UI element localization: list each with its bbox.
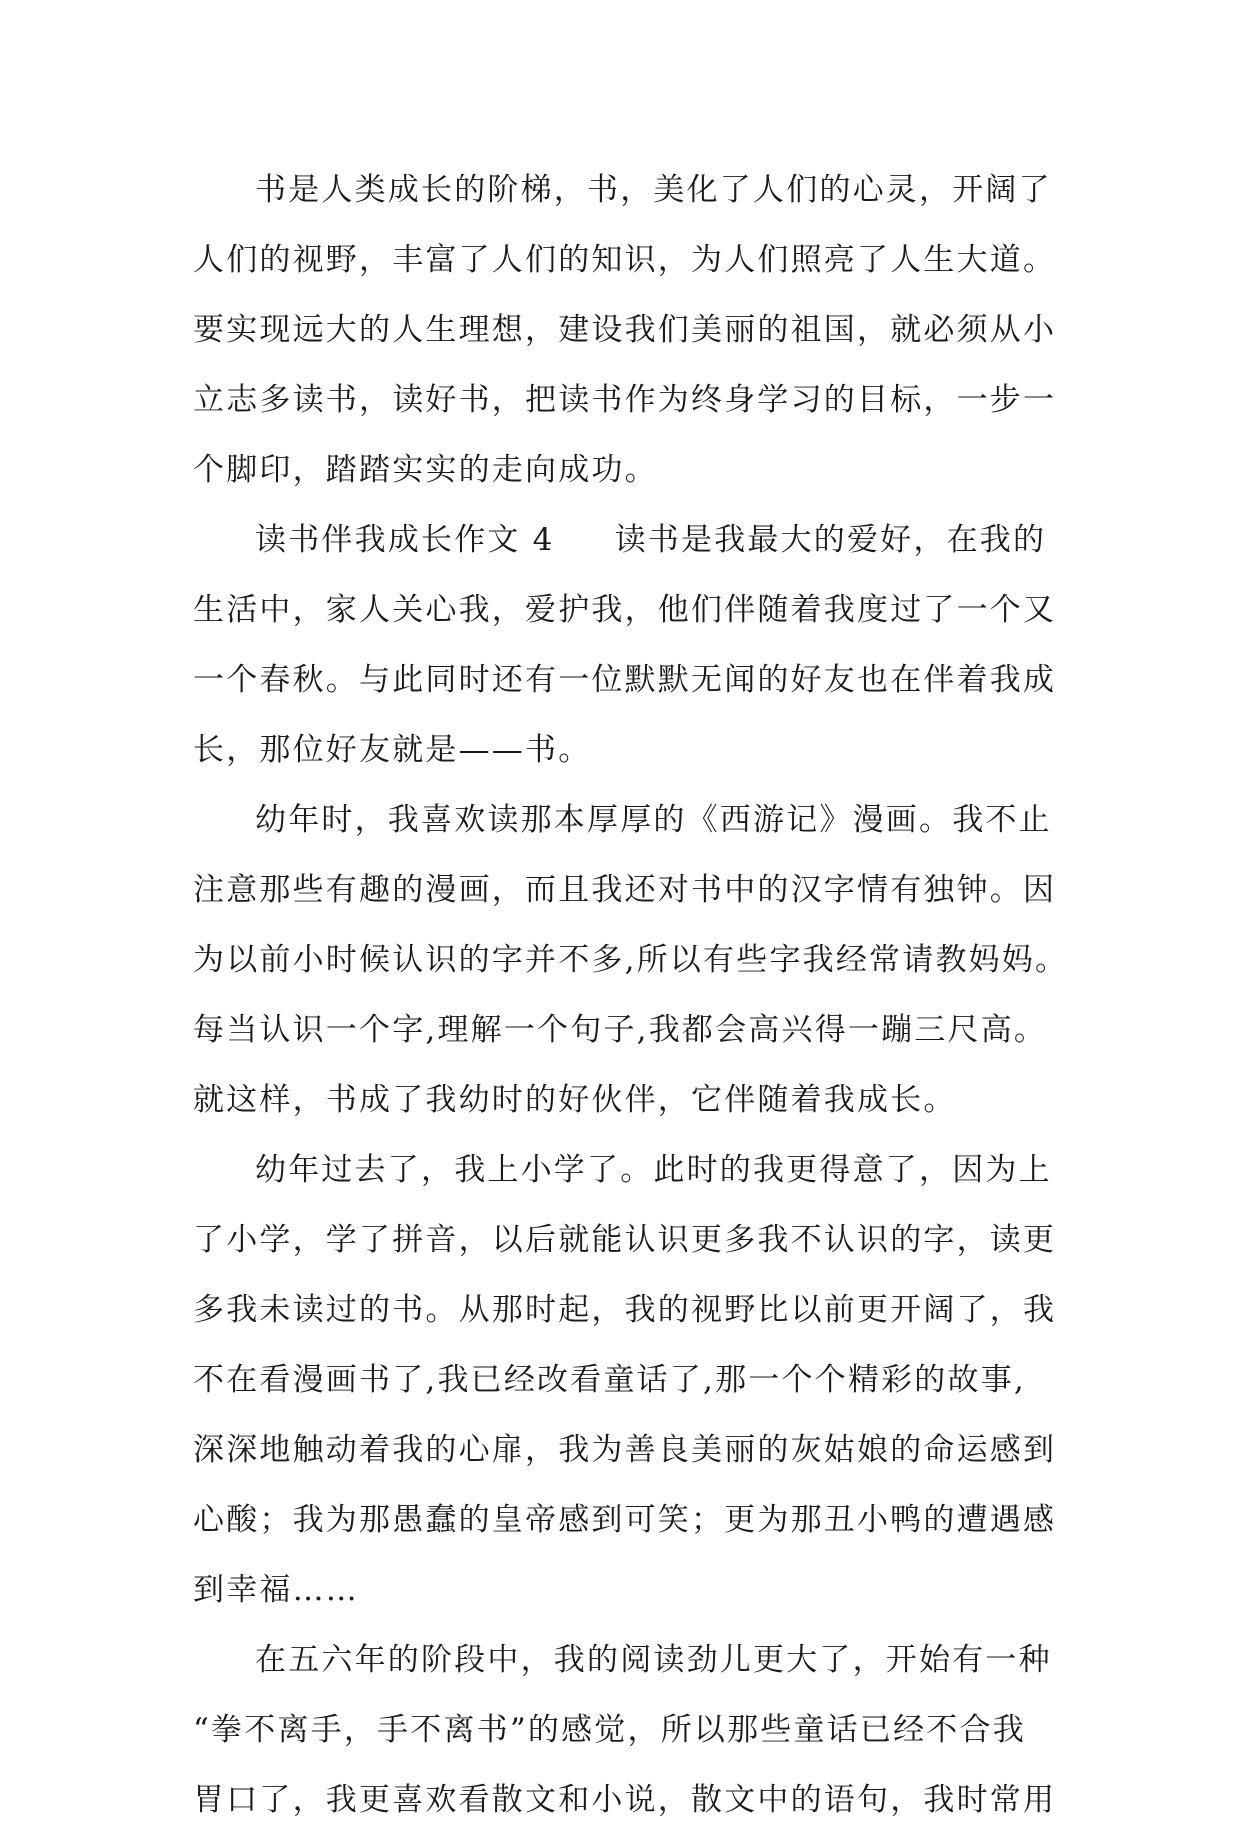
text-line: 要实现远大的人生理想，建设我们美丽的祖国，就必须从小	[193, 312, 1057, 348]
text-line: 注意那些有趣的漫画，而且我还对书中的汉字情有独钟。因	[193, 872, 1057, 908]
text-line: 个脚印，踏踏实实的走向成功。	[193, 452, 658, 488]
text-line-with-title	[193, 505, 1073, 575]
text-line: 书是人类成长的阶梯，书，美化了人们的心灵，开阔了	[255, 172, 1052, 208]
text-line: 深深地触动着我的心扉，我为善良美丽的灰姑娘的命运感到	[193, 1432, 1057, 1468]
text-line: 生活中，家人关心我，爱护我，他们伴随着我度过了一个又	[193, 592, 1057, 628]
text-line: 人们的视野，丰富了人们的知识，为人们照亮了人生大道。	[193, 242, 1057, 278]
text-line-content: 读书是我最大的爱好，在我的	[614, 522, 1047, 558]
text-line: 一个春秋。与此同时还有一位默默无闻的好友也在伴着我成	[193, 662, 1057, 698]
text-line: “拳不离手，手不离书”的感觉，所以那些童话已经不合我	[193, 1712, 1026, 1748]
text-line: 每当认识一个字,理解一个句子,我都会高兴得一蹦三尺高。	[193, 1012, 1048, 1048]
text-line: 幼年过去了，我上小学了。此时的我更得意了，因为上	[255, 1152, 1052, 1188]
text-line: 了小学，学了拼音，以后就能认识更多我不认识的字，读更	[193, 1222, 1057, 1258]
text-line: 为以前小时候认识的字并不多,所以有些字我经常请教妈妈。	[193, 942, 1069, 978]
text-line: 到幸福……	[193, 1572, 359, 1608]
text-line: 胃口了，我更喜欢看散文和小说，散文中的语句，我时常用	[193, 1782, 1057, 1818]
essay-body	[193, 155, 1073, 1835]
text-line: 在五六年的阶段中，我的阅读劲儿更大了，开始有一种	[255, 1642, 1052, 1678]
text-line: 多我未读过的书。从那时起，我的视野比以前更开阔了，我	[193, 1292, 1057, 1328]
text-line: 幼年时，我喜欢读那本厚厚的《西游记》漫画。我不止	[255, 802, 1052, 838]
essay-title: 读书伴我成长作文 4	[255, 522, 555, 558]
text-line: 立志多读书，读好书，把读书作为终身学习的目标，一步一	[193, 382, 1057, 418]
text-line: 长，那位好友就是——书。	[193, 732, 592, 768]
text-line: 就这样，书成了我幼时的好伙伴，它伴随着我成长。	[193, 1082, 957, 1118]
text-line: 不在看漫画书了,我已经改看童话了,那一个个精彩的故事,	[193, 1362, 1026, 1398]
text-line: 心酸；我为那愚蠢的皇帝感到可笑；更为那丑小鸭的遭遇感	[193, 1502, 1057, 1538]
